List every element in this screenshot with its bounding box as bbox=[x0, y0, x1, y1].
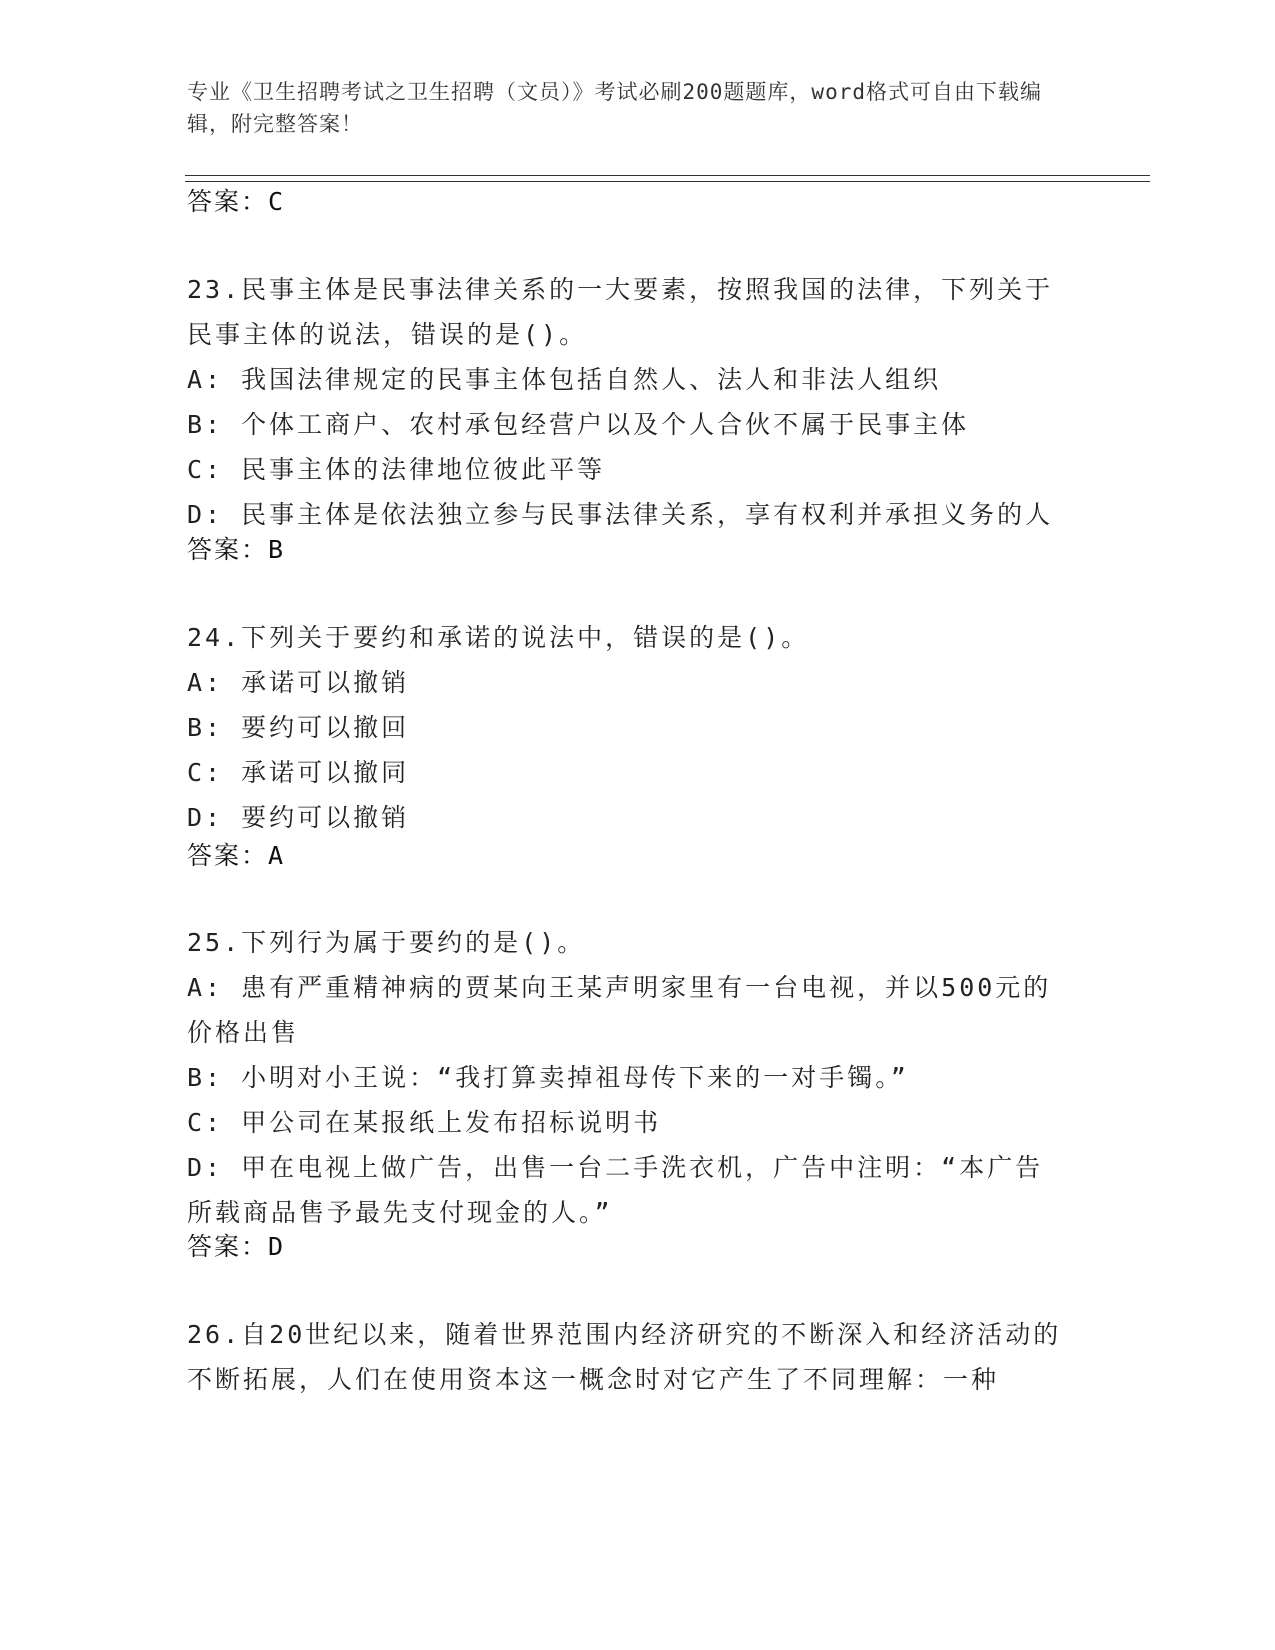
answer-22 bbox=[187, 186, 285, 218]
option-c: C: 民事主体的法律地位彼此平等 bbox=[187, 455, 606, 484]
question-24 bbox=[187, 615, 1067, 840]
document-header: 专业《卫生招聘考试之卫生招聘（文员）》考试必刷200题题库，word格式可自由下载编辑，附完整答案！ bbox=[187, 80, 1042, 136]
question-25 bbox=[187, 920, 1067, 1235]
answer-25 bbox=[187, 1231, 285, 1263]
answer-value: A bbox=[268, 841, 286, 870]
header-divider bbox=[185, 175, 1150, 182]
question-stem: 26.自20世纪以来，随着世界范围内经济研究的不断深入和经济活动的不断拓展，人们在使用资本这一概念时对它产生了不同理解：一种 bbox=[187, 1320, 1062, 1394]
answer-value: B bbox=[268, 535, 286, 564]
option-d: D: 甲在电视上做广告，出售一台二手洗衣机，广告中注明：“本广告所载商品售予最先支付现金的人。” bbox=[187, 1153, 1044, 1227]
question-23 bbox=[187, 267, 1067, 537]
option-a: A: 我国法律规定的民事主体包括自然人、法人和非法人组织 bbox=[187, 365, 942, 394]
option-b: B: 要约可以撤回 bbox=[187, 713, 410, 742]
question-stem: 25.下列行为属于要约的是()。 bbox=[187, 928, 586, 957]
answer-value: C bbox=[268, 187, 286, 216]
answer-label: 答案： bbox=[187, 841, 269, 870]
option-d: D: 民事主体是依法独立参与民事法律关系，享有权利并承担义务的人 bbox=[187, 500, 1054, 529]
question-26 bbox=[187, 1312, 1067, 1402]
answer-label: 答案： bbox=[187, 1232, 269, 1261]
answer-label: 答案： bbox=[187, 187, 269, 216]
option-c: C: 甲公司在某报纸上发布招标说明书 bbox=[187, 1108, 662, 1137]
option-b: B: 个体工商户、农村承包经营户以及个人合伙不属于民事主体 bbox=[187, 410, 970, 439]
option-d: D: 要约可以撤销 bbox=[187, 803, 410, 832]
answer-24 bbox=[187, 840, 285, 872]
option-a: A: 承诺可以撤销 bbox=[187, 668, 410, 697]
answer-value: D bbox=[268, 1232, 286, 1261]
option-a: A: 患有严重精神病的贾某向王某声明家里有一台电视，并以500元的价格出售 bbox=[187, 973, 1052, 1047]
option-c: C: 承诺可以撤同 bbox=[187, 758, 410, 787]
option-b: B: 小明对小王说：“我打算卖掉祖母传下来的一对手镯。” bbox=[187, 1063, 909, 1092]
question-stem: 23.民事主体是民事法律关系的一大要素，按照我国的法律，下列关于民事主体的说法，错误的是()。 bbox=[187, 275, 1054, 349]
answer-23 bbox=[187, 534, 285, 566]
answer-label: 答案： bbox=[187, 535, 269, 564]
question-stem: 24.下列关于要约和承诺的说法中，错误的是()。 bbox=[187, 623, 810, 652]
